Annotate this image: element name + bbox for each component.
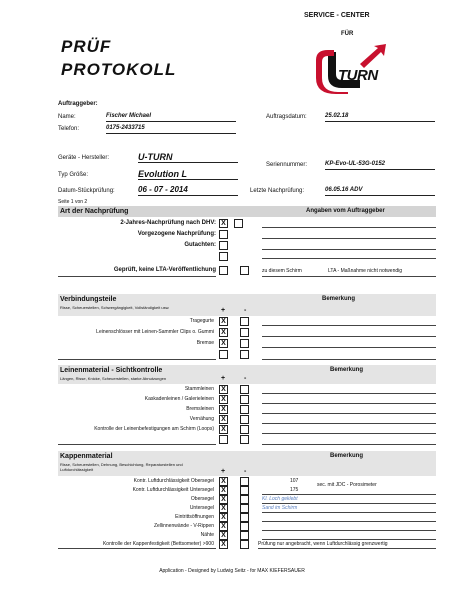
- canopy-checkbox[interactable]: X: [219, 486, 228, 495]
- canopy-plus: +: [221, 468, 226, 475]
- canopy-note: Sand im Schirm: [262, 505, 298, 511]
- line-checkbox-minus[interactable]: [240, 385, 249, 394]
- order-date-field[interactable]: 25.02.18: [325, 113, 435, 122]
- canopy-row-label: Zellinnenwände - V-Rippen: [153, 523, 214, 529]
- canopy-row-label: Eintrittsöffnungen: [175, 514, 214, 520]
- line-checkbox-extra-minus[interactable]: [240, 435, 249, 444]
- stueckpruefung-label: Datum-Stückprüfung:: [58, 188, 115, 194]
- canopy-checkbox[interactable]: X: [219, 513, 228, 522]
- canopy-row-label: Obersegel: [190, 496, 214, 502]
- client-section-label: Auftraggeber:: [58, 101, 98, 107]
- canopy-checkbox[interactable]: X: [219, 540, 228, 549]
- canopy-checkbox-minus[interactable]: [240, 477, 249, 486]
- stueckpruefung-field[interactable]: 06 - 07 - 2014: [138, 185, 238, 196]
- inspection-row-label: Vorgezogene Nachprüfung:: [137, 231, 216, 237]
- manufacturer-field[interactable]: U-TURN: [138, 152, 238, 163]
- canopy-header: [58, 451, 436, 476]
- line-checkbox-minus[interactable]: [240, 425, 249, 434]
- line-checkbox[interactable]: X: [219, 425, 228, 434]
- canopy-checkbox-minus[interactable]: [240, 531, 249, 540]
- name-label: Name:: [58, 114, 76, 120]
- canopy-subtitle: Risse, Scheuerstellen, Dehnung, Beschichtung, Reparaturstellen und Luftdurchlässigkeit: [60, 462, 183, 472]
- canopy-note: Prüfung nur angebracht, wenn Luftdurchlässig grenzwertig: [258, 541, 388, 547]
- line-row-label: Bremsleinen: [186, 406, 214, 412]
- last-check-field[interactable]: 06.05.16 ADV: [325, 187, 435, 196]
- phone-label: Telefon:: [58, 126, 80, 132]
- connector-row-label: Leinenschlösser mit Leinen-Sammler Clips o. Gummi: [96, 329, 214, 335]
- connector-checkbox-minus[interactable]: [240, 339, 249, 348]
- manufacturer-label: Geräte - Hersteller:: [58, 155, 110, 161]
- canopy-checkbox[interactable]: X: [219, 495, 228, 504]
- lines-minus: -: [244, 375, 247, 382]
- lines-subtitle: Längen, Risse, Knicke, Scheuerstellen, starke Abnutzungen: [60, 376, 167, 381]
- connector-checkbox-extra[interactable]: [219, 350, 228, 359]
- canopy-checkbox[interactable]: X: [219, 522, 228, 531]
- canopy-checkbox-minus[interactable]: [240, 522, 249, 531]
- order-date-label: Auftragsdatum:: [266, 114, 307, 120]
- inspection-checkbox[interactable]: X: [219, 219, 228, 228]
- connector-row-label: Tragegurte: [189, 318, 214, 324]
- connectors-minus: -: [244, 307, 247, 314]
- line-checkbox[interactable]: X: [219, 395, 228, 404]
- line-checkbox-minus[interactable]: [240, 405, 249, 414]
- logo-text: TURN: [338, 67, 378, 84]
- canopy-note: 175: [290, 487, 299, 493]
- type-field[interactable]: Evolution L: [138, 169, 238, 180]
- connector-checkbox[interactable]: X: [219, 328, 228, 337]
- inspection-checkbox-extra[interactable]: [219, 252, 228, 261]
- line-checkbox-minus[interactable]: [240, 395, 249, 404]
- connector-row-label: Bremse: [196, 340, 214, 346]
- page-number: Seite 1 von 2: [58, 199, 88, 205]
- inspection-row-label: Gutachten:: [184, 242, 216, 248]
- phone-field[interactable]: 0175-2433715: [106, 125, 236, 134]
- canopy-checkbox-minus[interactable]: [240, 504, 249, 513]
- type-label: Typ Größe:: [58, 172, 89, 178]
- u-turn-logo: [308, 42, 390, 94]
- last-check-label: Letzte Nachprüfung:: [250, 188, 305, 194]
- line-row-label: Vernähung: [189, 416, 214, 422]
- inspection-row-label: 2-Jahres-Nachprüfung nach DHV:: [120, 220, 216, 226]
- canopy-row-label: Kontrolle der Kappenfestigkeit (Bettsometer) >900: [102, 541, 214, 547]
- line-checkbox[interactable]: X: [219, 415, 228, 424]
- canopy-checkbox-minus[interactable]: [240, 495, 249, 504]
- canopy-checkbox[interactable]: X: [219, 477, 228, 486]
- inspection-checkbox[interactable]: [219, 241, 228, 250]
- connector-checkbox-minus[interactable]: [240, 317, 249, 326]
- line-checkbox[interactable]: X: [219, 385, 228, 394]
- inspection-type-header: [58, 206, 436, 217]
- inspection-checkbox[interactable]: [219, 230, 228, 239]
- inspection-type-title: Art der Nachprüfung: [60, 208, 129, 215]
- title-line2: PROTOKOLL: [61, 60, 177, 79]
- line-checkbox-minus[interactable]: [240, 415, 249, 424]
- connectors-plus: +: [221, 307, 226, 314]
- connector-checkbox[interactable]: X: [219, 339, 228, 348]
- lta-note-left: zu diesem Schirm: [262, 268, 302, 274]
- lta-label: Geprüft, keine LTA-Veröffentlichung: [113, 267, 216, 273]
- lines-header: [58, 365, 436, 384]
- canopy-row-label: Kontr. Luftdurchlässigkeit Untersegel: [132, 487, 214, 493]
- lta-checkbox-yes[interactable]: [219, 266, 228, 275]
- canopy-note: 107: [290, 478, 299, 484]
- title-line1: PRÜF: [61, 37, 112, 56]
- inspection-checkbox-no[interactable]: [234, 219, 243, 228]
- lines-remark: Bemerkung: [330, 367, 364, 373]
- line-row-label: Kontrolle der Leinenbefestigungen am Schirm (Loops): [94, 426, 214, 432]
- canopy-checkbox[interactable]: X: [219, 504, 228, 513]
- footer-credit: Application - Designed by Ludwig Seitz - for MAX KIEFERSAUER: [159, 568, 305, 574]
- serial-field[interactable]: KP-Evo-UL-53G-0152: [325, 161, 435, 170]
- connector-checkbox-minus[interactable]: [240, 328, 249, 337]
- serial-label: Seriennummer:: [266, 162, 308, 168]
- canopy-checkbox[interactable]: X: [219, 531, 228, 540]
- canopy-checkbox-minus[interactable]: [240, 513, 249, 522]
- line-row-label: Stammleinen: [184, 386, 214, 392]
- connectors-remark: Bemerkung: [322, 296, 356, 302]
- canopy-title: Kappenmaterial: [60, 453, 113, 460]
- connector-checkbox[interactable]: X: [219, 317, 228, 326]
- lines-title: Leinenmaterial - Sichtkontrolle: [60, 367, 163, 374]
- line-checkbox[interactable]: X: [219, 405, 228, 414]
- line-checkbox-extra[interactable]: [219, 435, 228, 444]
- canopy-checkbox-minus[interactable]: [240, 540, 249, 549]
- canopy-row-label: Nähte: [200, 532, 214, 538]
- canopy-note: Kl. Loch geklebt: [262, 496, 298, 502]
- porosity-note: sec. mit JDC - Porosimeter: [317, 482, 377, 488]
- fuer-label: FÜR: [341, 31, 354, 37]
- lines-plus: +: [221, 375, 226, 382]
- name-field[interactable]: Fischer Michael: [106, 113, 236, 122]
- canopy-remark: Bemerkung: [330, 453, 364, 459]
- connector-checkbox-extra-minus[interactable]: [240, 350, 249, 359]
- connectors-subtitle: Risse, Scheuerstellen, Schwergängigkeit, Vollständigkeit usw.: [60, 305, 170, 310]
- lta-checkbox-no[interactable]: [240, 266, 249, 275]
- client-info-title: Angaben vom Auftraggeber: [306, 208, 385, 214]
- lta-note-right: LTA - Maßnahme nicht notwendig: [328, 268, 403, 274]
- service-center-label: SERVICE - CENTER: [304, 12, 370, 19]
- canopy-row-label: Untersegel: [189, 505, 214, 511]
- canopy-checkbox-minus[interactable]: [240, 486, 249, 495]
- connectors-title: Verbindungsteile: [60, 296, 117, 303]
- canopy-minus: -: [244, 468, 247, 475]
- connectors-header: [58, 294, 436, 316]
- canopy-row-label: Kontr. Luftdurchlässigkeit Obersegel: [133, 478, 214, 484]
- line-row-label: Kaskadenleinen / Galerieleinen: [144, 396, 214, 402]
